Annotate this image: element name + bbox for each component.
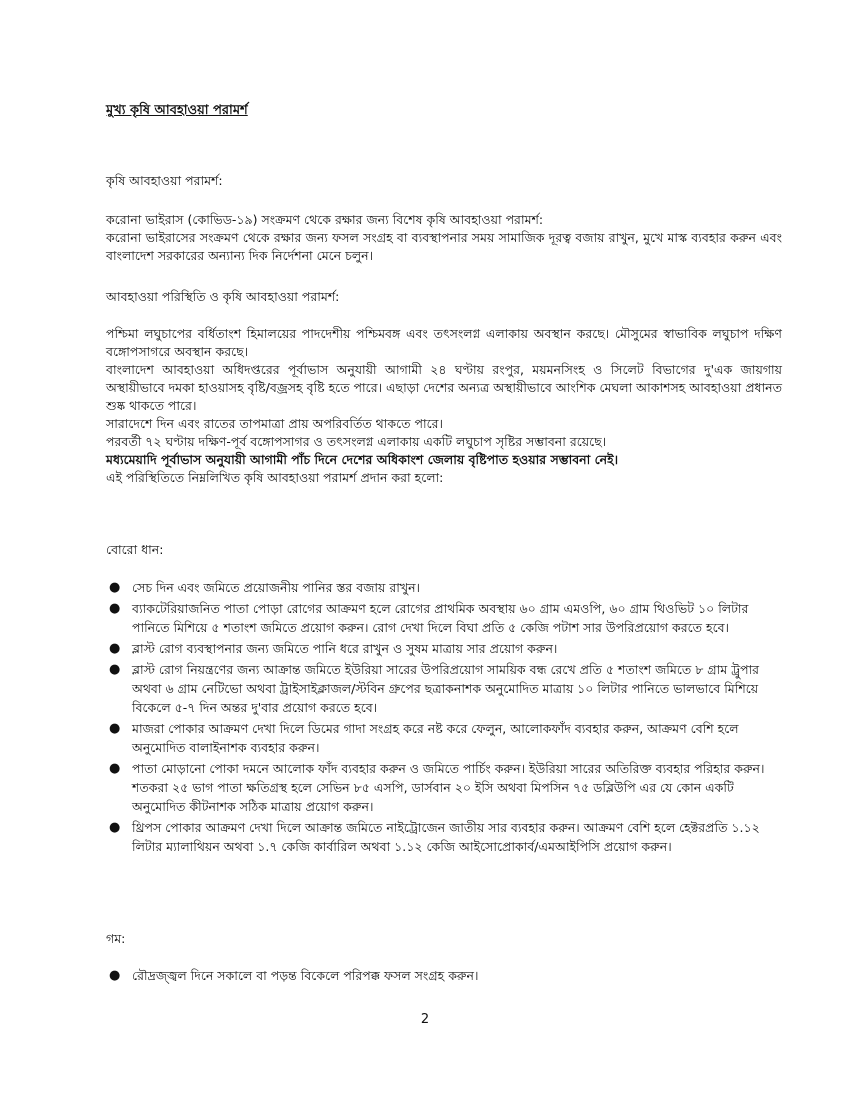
bullet-icon: ● <box>109 641 121 656</box>
weather-p1: পশ্চিমা লঘুচাপের বর্ধিতাংশ হিমালয়ের পাদদেশীয় পশ্চিমবঙ্গ এবং তৎসংলগ্ন এলাকায় অবস্থান করছে। মৌসুমের স্বাভাবিক লঘুচাপ দক্ষিণ বঙ্গোপসাগরে অবস্থান করছে। <box>106 326 782 359</box>
list-item: ● ব্লাস্ট রোগ ব্যবস্থাপনার জন্য জমিতে পানি ধরে রাখুন ও সুষম মাত্রায় সার প্রয়োগ করুন। <box>109 641 558 656</box>
boro-list <box>106 578 782 858</box>
list-item: ● রৌদ্রজ্জ্বল দিনে সকালে বা পড়ন্ত বিকেলে পরিপক্ক ফসল সংগ্রহ করুন। <box>109 968 479 983</box>
bullet-icon: ● <box>109 968 121 983</box>
boro-title: বোরো ধান: <box>106 542 164 557</box>
wheat-list <box>106 966 782 987</box>
weather-paragraphs <box>106 325 782 487</box>
page-number: 2 <box>420 1012 430 1027</box>
weather-p5: মধ্যমেয়াদি পূর্বাভাস অনুযায়ী আগামী পাঁচ দিনে দেশের অধিকাংশ জেলায় বৃষ্টিপাত হওয়ার সম্ভাবনা নেই। <box>106 452 619 467</box>
list-item: ● মাজরা পোকার আক্রমণ দেখা দিলে ডিমের গাদা সংগ্রহ করে নষ্ট করে ফেলুন, আলোকফাঁদ ব্যবহার করুন, আক্রমণ বেশি হলে অনুমোদিত বালাইনাশক ব্যবহার করুন। <box>109 721 739 755</box>
list-item: ● সেচ দিন এবং জমিতে প্রয়োজনীয় পানির স্তর বজায় রাখুন। <box>109 580 420 595</box>
weather-p6: এই পরিস্থিতিতে নিম্নলিখিত কৃষি আবহাওয়া পরামর্শ প্রদান করা হলো: <box>106 470 444 485</box>
weather-title: আবহাওয়া পরিস্থিতি ও কৃষি আবহাওয়া পরামর্শ: <box>106 289 340 304</box>
list-item: ● থ্রিপস পোকার আক্রমণ দেখা দিলে আক্রান্ত জমিতে নাইট্রোজেন জাতীয় সার ব্যবহার করুন। আক্রমণ বেশি হলে হেক্টরপ্রতি ১.১২ লিটার ম্যালাথিয়ন অথবা ১.৭ কেজি কার্বারিল অথবা ১.১২ কেজি আইসোপ্রোকার্ব/এমআইপিসি প্রয়োগ করুন। <box>109 820 760 854</box>
covid-title: করোনা ভাইরাস (কোভিড-১৯) সংক্রমণ থেকে রক্ষার জন্য বিশেষ কৃষি আবহাওয়া পরামর্শ: <box>106 212 544 227</box>
weather-p2: বাংলাদেশ আবহাওয়া অধিদপ্তরের পূর্বাভাস অনুযায়ী আগামী ২৪ ঘণ্টায় রংপুর, ময়মনসিংহ ও সিলেট বিভাগের দু'এক জায়গায় অস্থায়ীভাবে দমকা হাওয়াসহ বৃষ্টি/বজ্রসহ বৃষ্টি হতে পারে। এছাড়া দেশের অন্যত্র অস্থায়ীভাবে আংশিক মেঘলা আকাশসহ আবহাওয়া প্রধানত শুষ্ক থাকতে পারে। <box>106 362 782 413</box>
weather-p4: পরবর্তী ৭২ ঘণ্টায় দক্ষিণ-পূর্ব বঙ্গোপসাগর ও তৎসংলগ্ন এলাকায় একটি লঘুচাপ সৃষ্টির সম্ভাবনা রয়েছে। <box>106 434 607 449</box>
list-item: ● ব্লাস্ট রোগ নিয়ন্ত্রণের জন্য আক্রান্ত জমিতে ইউরিয়া সারের উপরিপ্রয়োগ সাময়িক বন্ধ রেখে প্রতি ৫ শতাংশ জমিতে ৮ গ্রাম ট্রুপার অথবা ৬ গ্রাম নেটিভো অথবা ট্রাইসাইক্লাজল/স্টবিন গ্রুপের ছত্রাকনাশক অনুমোদিত মাত্রায় ১০ লিটার পানিতে ভালভাবে মিশিয়ে বিকেলে ৫-৭ দিন অন্তর দু'বার প্রয়োগ করতে হবে। <box>109 662 760 715</box>
list-item: ● ব্যাকটেরিয়াজনিত পাতা পোড়া রোগের আক্রমণ হলে রোগের প্রাথমিক অবস্থায় ৬০ গ্রাম এমওপি, ৬০ গ্রাম থিওভিট ১০ লিটার পানিতে মিশিয়ে ৫ শতাংশ জমিতে প্রয়োগ করুন। রোগ দেখা দিলে বিঘা প্রতি ৫ কেজি পটাশ সার উপরিপ্রয়োগ করতে হবে। <box>109 601 749 635</box>
intro-label: কৃষি আবহাওয়া পরামর্শ: <box>106 173 223 188</box>
bullet-icon: ● <box>109 662 121 677</box>
bullet-icon: ● <box>109 761 121 776</box>
page-heading: মুখ্য কৃষি আবহাওয়া পরামর্শ <box>106 103 248 118</box>
bullet-icon: ● <box>109 721 121 736</box>
bullet-icon: ● <box>109 820 121 835</box>
bullet-icon: ● <box>109 580 121 595</box>
covid-text: করোনা ভাইরাসের সংক্রমণ থেকে রক্ষার জন্য ফসল সংগ্রহ বা ব্যবস্থাপনার সময় সামাজিক দূরত্ব বজায় রাখুন, মুখে মাস্ক ব্যবহার করুন এবং বাংলাদেশ সরকারের অন্যান্য দিক নির্দেশনা মেনে চলুন। <box>106 230 782 263</box>
bullet-icon: ● <box>109 601 121 616</box>
weather-p3: সারাদেশে দিন এবং রাতের তাপমাত্রা প্রায় অপরিবর্তিত থাকতে পারে। <box>106 416 443 431</box>
wheat-title: গম: <box>106 931 126 946</box>
list-item: ● পাতা মোড়ানো পোকা দমনে আলোক ফাঁদ ব্যবহার করুন ও জমিতে পার্চিং করুন। ইউরিয়া সারের অতিরিক্ত ব্যবহার পরিহার করুন। শতকরা ২৫ ভাগ পাতা ক্ষতিগ্রস্থ হলে সেভিন ৮৫ এসপি, ডার্সবান ২০ ইসি অথবা মিপসিন ৭৫ ডব্লিউপি এর যে কোন একটি অনুমোদিত কীটনাশক সঠিক মাত্রায় প্রয়োগ করুন। <box>109 761 765 814</box>
